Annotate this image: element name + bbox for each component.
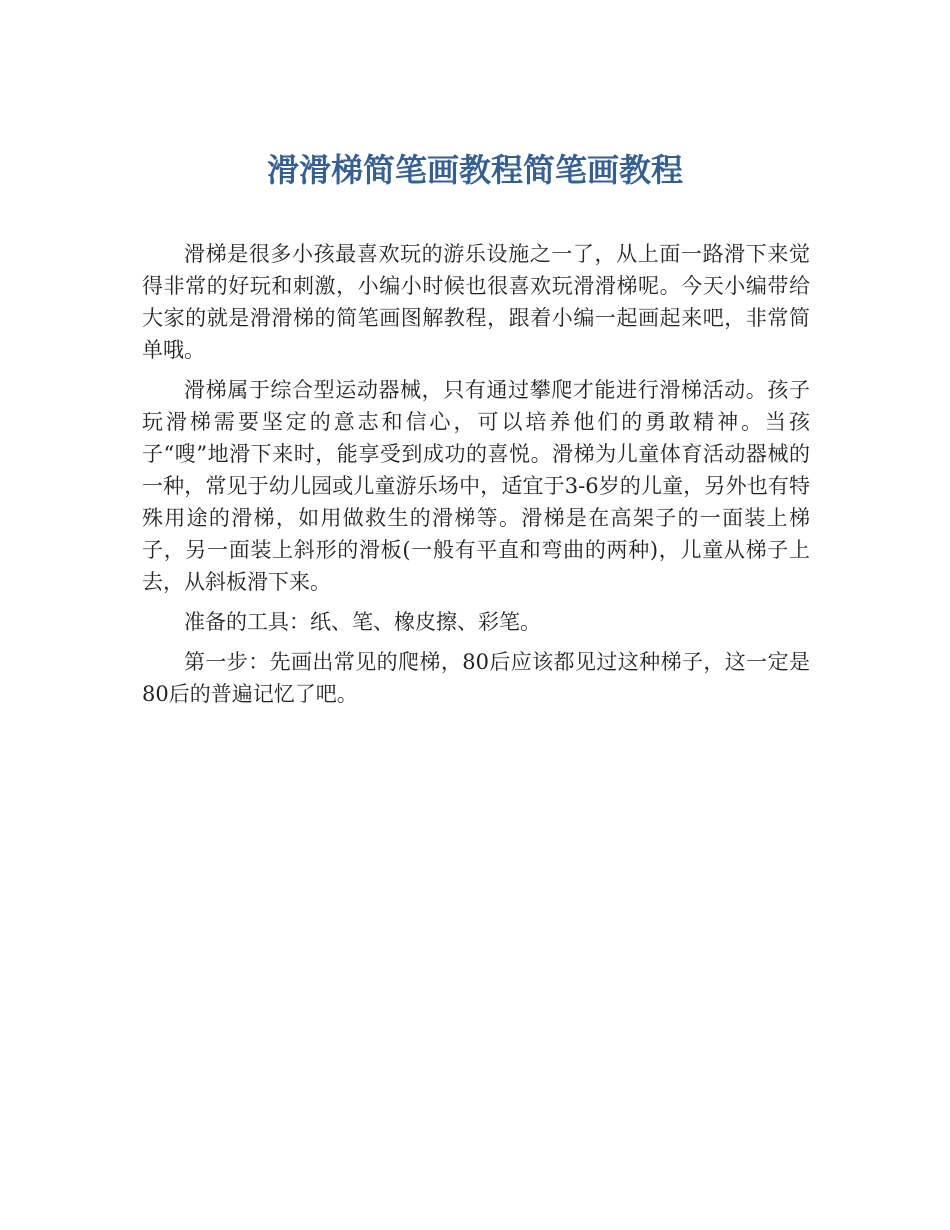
document-title: 滑滑梯简笔画教程简笔画教程 [266, 151, 683, 189]
paragraph-description: 滑梯属于综合型运动器械，只有通过攀爬才能进行滑梯活动。孩子玩滑梯需要坚定的意志和信心，可以培养他们的勇敢精神。当孩子“嗖”地滑下来时，能享受到成功的喜悦。滑梯为儿童体育活动器械的一种，常见于幼儿园或儿童游乐场中，适宜于3-6岁的儿童，另外也有特殊用途的滑梯，如用做救生的滑梯等。滑梯是在高架子的一面装上梯子，另一面装上斜形的滑板(一般有平直和弯曲的两种)，儿童从梯子上去，从斜板滑下来。 [142, 378, 810, 594]
document-body [142, 238, 810, 718]
paragraph-intro: 滑梯是很多小孩最喜欢玩的游乐设施之一了，从上面一路滑下来觉得非常的好玩和刺激，小编小时候也很喜欢玩滑滑梯呢。今天小编带给大家的就是滑滑梯的简笔画图解教程，跟着小编一起画起来吧，非常简单哦。 [142, 242, 810, 362]
paragraph-tools: 准备的工具：纸、笔、橡皮擦、彩笔。 [184, 610, 541, 634]
paragraph-step-one: 第一步：先画出常见的爬梯，80后应该都见过这种梯子，这一定是80后的普遍记忆了吧。 [142, 650, 810, 706]
